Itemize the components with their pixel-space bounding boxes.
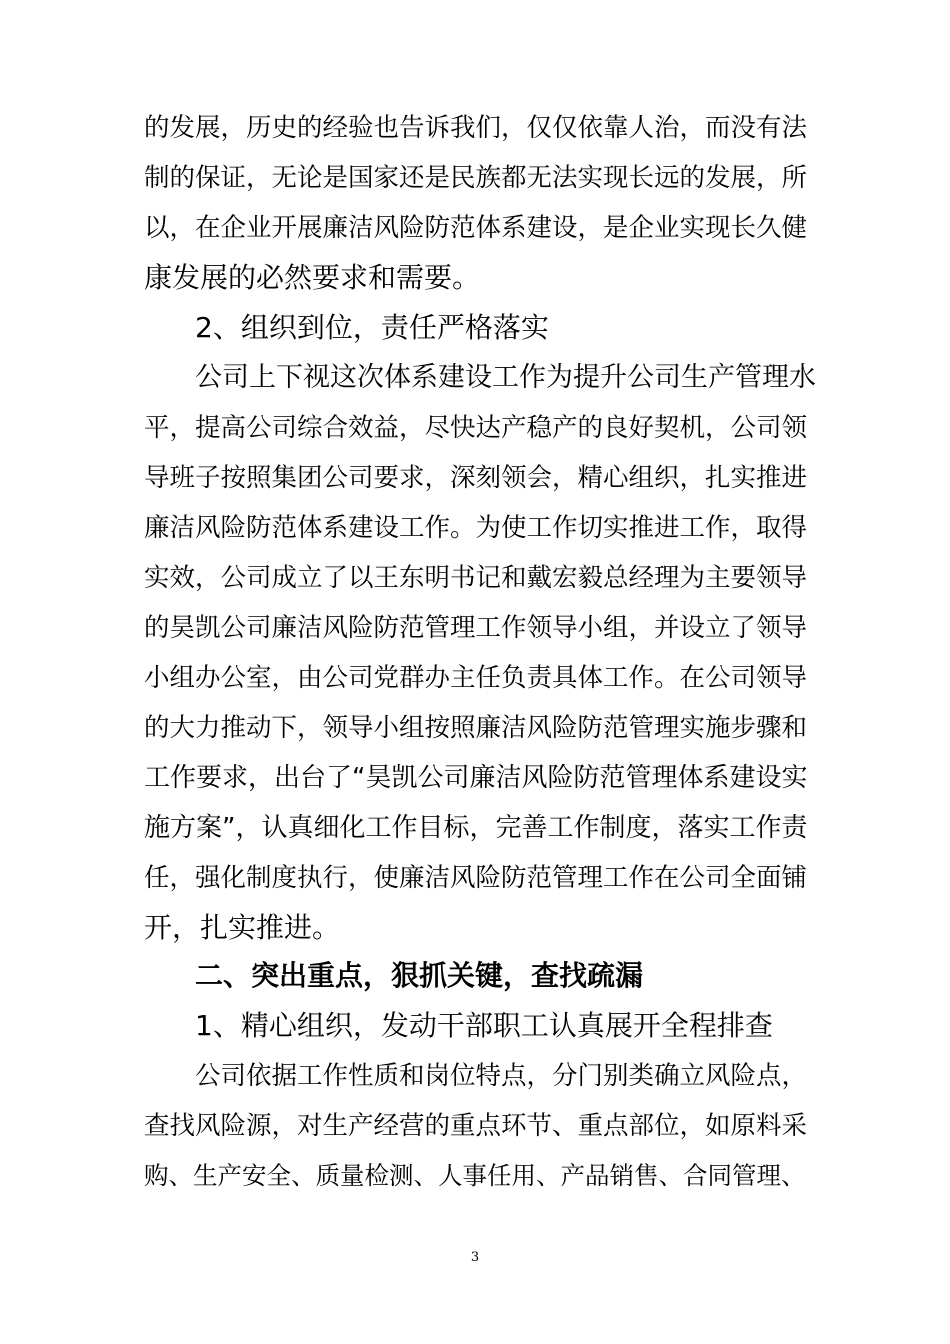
subsection-heading: 1、精心组织，发动干部职工认真展开全程排查 bbox=[195, 1009, 773, 1042]
body-text-line: 制的保证，无论是国家还是民族都无法实现长远的发展，所 bbox=[144, 163, 808, 193]
body-text-line: 康发展的必然要求和需要。 bbox=[144, 261, 481, 294]
body-text-line: 公司依据工作性质和岗位特点，分门别类确立风险点， bbox=[195, 1061, 808, 1091]
body-text-line: 的大力推动下，领导小组按照廉洁风险防范管理实施步骤和 bbox=[144, 713, 808, 743]
body-text-line: 公司上下视这次体系建设工作为提升公司生产管理水 bbox=[195, 362, 816, 393]
body-text-line: 平，提高公司综合效益，尽快达产稳产的良好契机，公司领 bbox=[144, 413, 808, 443]
body-text-line: 以，在企业开展廉洁风险防范体系建设，是企业实现长久健 bbox=[144, 213, 808, 243]
body-text-line: 导班子按照集团公司要求，深刻领会，精心组织，扎实推进 bbox=[144, 463, 808, 493]
section-heading: 二、突出重点，狠抓关键，查找疏漏 bbox=[195, 959, 644, 992]
body-text-line: 实效，公司成立了以王东明书记和戴宏毅总经理为主要领导 bbox=[144, 563, 808, 593]
subsection-heading: 2、组织到位，责任严格落实 bbox=[195, 311, 549, 344]
body-text-line: 的发展，历史的经验也告诉我们，仅仅依靠人治，而没有法 bbox=[144, 113, 808, 143]
body-text-line: 施方案”，认真细化工作目标，完善工作制度，落实工作责 bbox=[144, 813, 808, 843]
page-number: 3 bbox=[470, 1250, 480, 1265]
body-text-line: 查找风险源，对生产经营的重点环节、重点部位，如原料采 bbox=[144, 1111, 808, 1141]
body-text-line: 工作要求，出台了“昊凯公司廉洁风险防范管理体系建设实 bbox=[144, 763, 808, 793]
body-text-line: 的昊凯公司廉洁风险防范管理工作领导小组，并设立了领导 bbox=[144, 613, 808, 643]
body-text-line: 开，扎实推进。 bbox=[144, 911, 341, 944]
body-text-line: 廉洁风险防范体系建设工作。为使工作切实推进工作，取得 bbox=[144, 513, 808, 543]
body-text-line: 任，强化制度执行，使廉洁风险防范管理工作在公司全面铺 bbox=[144, 863, 808, 893]
body-text-line: 购、生产安全、质量检测、人事任用、产品销售、合同管理、 bbox=[144, 1161, 806, 1190]
body-text-line: 小组办公室，由公司党群办主任负责具体工作。在公司领导 bbox=[144, 663, 808, 693]
